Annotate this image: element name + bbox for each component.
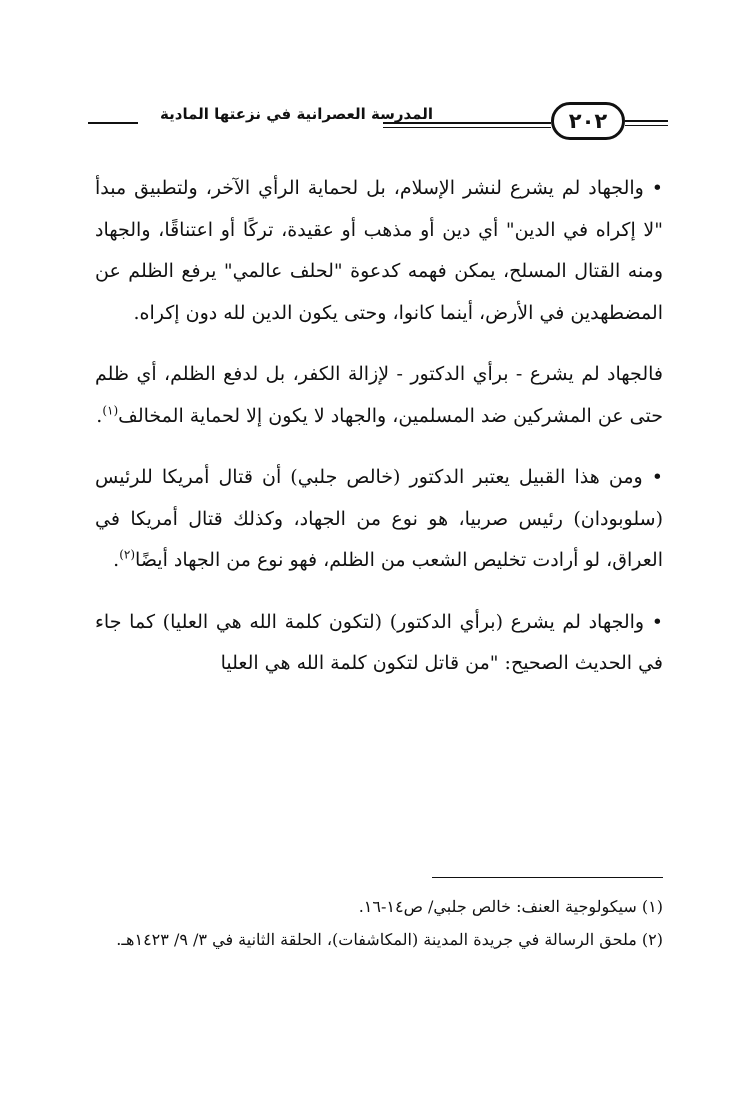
- running-header: [88, 100, 668, 150]
- paragraph-tail: .: [96, 404, 103, 427]
- paragraph-2: [95, 354, 663, 437]
- footnote-1: (١) سيكولوجية العنف: خالص جلبي/ ص١٤-١٦.: [358, 897, 663, 916]
- paragraph-1: [95, 168, 663, 334]
- paragraph-text: • والجهاد لم يشرع لنشر الإسلام، بل لحماية الرأي الآخر، ولتطبيق مبدأ "لا إكراه في الدين" أي دين أو مذهب أو عقيدة، تركًا أو اعتناقًا، والجهاد ومنه القتال المسلح، يمكن فهمه كدعوة "لحلف عالمي" يرفع الظلم عن المضطهدين في الأرض، أينما كانوا، وحتى يكون الدين لله دون إكراه.: [95, 177, 663, 324]
- footnote-reference[interactable]: (٢): [119, 547, 136, 562]
- footnote-reference[interactable]: (١): [102, 403, 119, 418]
- footnote-2: (٢) ملحق الرسالة في جريدة المدينة (المكاشفات)، الحلقة الثانية في ٣/ ٩/ ١٤٢٣هـ.: [116, 930, 663, 949]
- header-title: المدرسة العصرانية في نزعتها المادية: [160, 105, 433, 123]
- paragraph-3: [95, 457, 663, 582]
- footnotes: [95, 890, 663, 956]
- header-rule-right: [625, 120, 668, 122]
- paragraph-text: • ومن هذا القبيل يعتبر الدكتور (خالص جلبي) أن قتال أمريكا للرئيس (سلوبودان) رئيس صربيا، هو نوع من الجهاد، وكذلك قتال أمريكا في العراق، لو أرادت تخليص الشعب من الظلم، فهو نوع من الجهاد أيضًا: [95, 466, 663, 571]
- header-rule-right-thin: [625, 125, 668, 126]
- header-rule-left: [88, 122, 138, 124]
- paragraph-text: فالجهاد لم يشرع - برأي الدكتور - لإزالة الكفر، بل لدفع الظلم، أي ظلم حتى عن المشركين ضد المسلمين، والجهاد لا يكون إلا لحماية المخالف: [95, 363, 663, 427]
- paragraph-text: • والجهاد لم يشرع (برأي الدكتور) (لتكون كلمة الله هي العليا) كما جاء في الحديث الصحيح: "من قاتل لتكون كلمة الله هي العليا: [95, 610, 663, 674]
- page-number: ٢٠٢: [551, 102, 625, 140]
- main-text: [95, 168, 663, 705]
- header-rule-middle-thin: [383, 127, 551, 128]
- footnote-separator: [432, 877, 663, 878]
- paragraph-4: [95, 602, 663, 685]
- header-rule-middle: [383, 122, 551, 124]
- paragraph-tail: .: [113, 549, 120, 571]
